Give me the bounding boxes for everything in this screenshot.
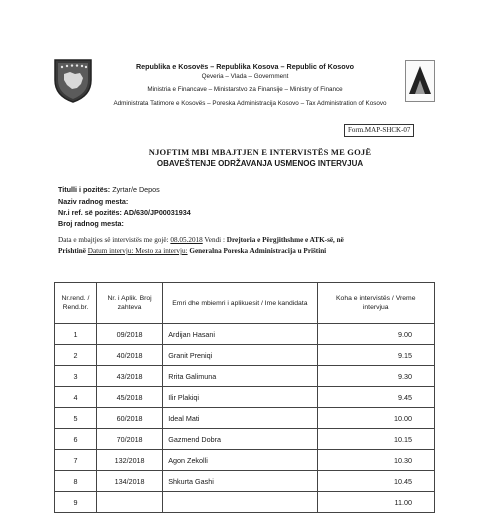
applicant-name bbox=[163, 492, 317, 513]
position-ref-serbian-label: Broj radnog mesta: bbox=[58, 219, 124, 228]
column-header-time: Koha e intervistës / Vreme intervjua bbox=[317, 283, 435, 324]
header-line-2: Qeveria – Vlada – Government bbox=[201, 73, 289, 80]
interview-time: 9.45 bbox=[317, 387, 435, 408]
position-title-row bbox=[58, 185, 160, 194]
row-number: 3 bbox=[55, 366, 97, 387]
row-number: 6 bbox=[55, 429, 97, 450]
applicant-name: Ardijan Hasani bbox=[163, 324, 317, 345]
position-ref-row bbox=[58, 208, 191, 217]
application-number: 134/2018 bbox=[96, 471, 162, 492]
interview-serbian-place: Generalna Poreska Administracija u Prištini bbox=[189, 247, 327, 255]
table-row bbox=[55, 345, 435, 366]
position-ref-label: Nr.i ref. së pozitës: bbox=[58, 208, 122, 217]
table-row bbox=[55, 387, 435, 408]
interview-time: 10.15 bbox=[317, 429, 435, 450]
interview-place-label: Vendi : bbox=[204, 236, 225, 244]
table-row bbox=[55, 366, 435, 387]
interview-date-line bbox=[58, 235, 438, 245]
interview-time: 10.45 bbox=[317, 471, 435, 492]
application-number: 70/2018 bbox=[96, 429, 162, 450]
row-number: 7 bbox=[55, 450, 97, 471]
row-number: 4 bbox=[55, 387, 97, 408]
row-number: 8 bbox=[55, 471, 97, 492]
applicant-name: Ilir Plakiqi bbox=[163, 387, 317, 408]
application-number: 40/2018 bbox=[96, 345, 162, 366]
applicant-name: Granit Preniqi bbox=[163, 345, 317, 366]
applicant-name: Rrita Galimuna bbox=[163, 366, 317, 387]
interview-serbian-label: Datum intervju: Mesto za intervju: bbox=[87, 247, 188, 255]
header-line-4: Administrata Tatimore e Kosovës – Poreska Administracija Kosovo – Tax Administration of Kosovo bbox=[113, 100, 387, 107]
interview-place-city: Prishtinë bbox=[58, 247, 86, 255]
interview-time: 9.30 bbox=[317, 366, 435, 387]
row-number: 5 bbox=[55, 408, 97, 429]
table-row bbox=[55, 429, 435, 450]
interview-schedule-table bbox=[54, 282, 435, 513]
position-title-serbian-label: Naziv radnog mesta: bbox=[58, 197, 129, 206]
application-number: 43/2018 bbox=[96, 366, 162, 387]
row-number: 1 bbox=[55, 324, 97, 345]
interview-date-value: 08.05.2018 bbox=[170, 236, 203, 244]
column-header-name: Emri dhe mbiemri i aplikuesit / Ime kandidata bbox=[163, 283, 317, 324]
interview-time: 11.00 bbox=[317, 492, 435, 513]
application-number: 60/2018 bbox=[96, 408, 162, 429]
applicant-name: Agon Zekolli bbox=[163, 450, 317, 471]
form-code: Form.MAP-SHCK-07 bbox=[344, 124, 414, 137]
notice-title-albanian: NJOFTIM MBI MBAJTJEN E INTERVISTËS ME GOJË bbox=[148, 147, 372, 157]
applicant-name: Ideal Mati bbox=[163, 408, 317, 429]
header-line-1: Republika e Kosovës – Republika Kosova – Republic of Kosovo bbox=[135, 62, 355, 71]
interview-time: 9.00 bbox=[317, 324, 435, 345]
column-header-nr: Nr.rend. / Rend.br. bbox=[55, 283, 97, 324]
table-row bbox=[55, 408, 435, 429]
row-number: 9 bbox=[55, 492, 97, 513]
application-number bbox=[96, 492, 162, 513]
application-number: 09/2018 bbox=[96, 324, 162, 345]
tax-administration-logo-icon bbox=[405, 60, 435, 102]
position-title-value: Zyrtar/e Depos bbox=[112, 185, 160, 194]
applicant-name: Gazmend Dobra bbox=[163, 429, 317, 450]
table-row bbox=[55, 492, 435, 513]
table-row bbox=[55, 324, 435, 345]
header-line-3: Ministria e Financave – Ministarstvo za Finansije – Ministry of Finance bbox=[147, 86, 343, 93]
row-number: 2 bbox=[55, 345, 97, 366]
column-header-application: Nr. i Aplik. Broj zahteva bbox=[96, 283, 162, 324]
interview-time: 9.15 bbox=[317, 345, 435, 366]
kosovo-emblem-icon bbox=[53, 58, 93, 104]
interview-time: 10.00 bbox=[317, 408, 435, 429]
position-title-label: Titulli i pozitës: bbox=[58, 185, 111, 194]
table-row bbox=[55, 450, 435, 471]
application-number: 132/2018 bbox=[96, 450, 162, 471]
applicant-name: Shkurta Gashi bbox=[163, 471, 317, 492]
table-header-row bbox=[55, 283, 435, 324]
application-number: 45/2018 bbox=[96, 387, 162, 408]
notice-title-serbian: OBAVEŠTENJE ODRŽAVANJA USMENOG INTERVJUA bbox=[156, 159, 364, 168]
interview-date-label: Data e mbajtjes së intervistës me gojë: bbox=[58, 236, 169, 244]
interview-place-line bbox=[58, 246, 438, 256]
interview-place-value: Drejtoria e Përgjithshme e ATK-së, në bbox=[226, 236, 344, 244]
position-ref-value: AD/630/JP00031934 bbox=[123, 208, 191, 217]
interview-time: 10.30 bbox=[317, 450, 435, 471]
table-row bbox=[55, 471, 435, 492]
